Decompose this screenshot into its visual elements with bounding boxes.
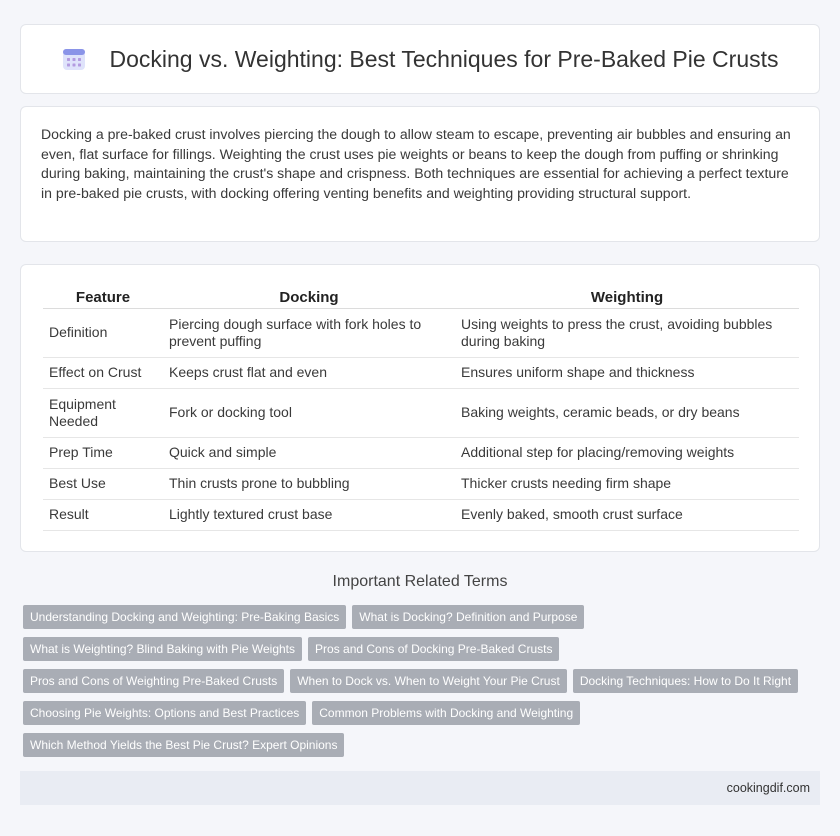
- table-cell: Fork or docking tool: [163, 389, 455, 438]
- table-cell: Using weights to press the crust, avoiding bubbles during baking: [455, 309, 799, 358]
- table-cell: Piercing dough surface with fork holes to prevent puffing: [163, 309, 455, 358]
- comparison-table-card: [20, 264, 820, 552]
- table-cell: Evenly baked, smooth crust surface: [455, 500, 799, 531]
- table-cell: Equipment Needed: [43, 389, 163, 438]
- intro-text: Docking a pre-baked crust involves piercing the dough to allow steam to escape, preventing air bubbles and ensuring an even, flat surface for fillings. Weighting the crust uses pie weights or beans to keep the dough from puffing or shrinking during baking, maintaining the crust's shape and crispness. Both techniques are essential for achieving a perfect texture in pre-baked pie crusts, with docking offering venting benefits and weighting providing structural support.: [41, 126, 791, 201]
- page-title: Docking vs. Weighting: Best Techniques for Pre-Baked Pie Crusts: [109, 45, 779, 72]
- table-cell: Baking weights, ceramic beads, or dry beans: [455, 389, 799, 438]
- table-cell: Additional step for placing/removing weights: [455, 438, 799, 469]
- related-terms-list: [23, 605, 813, 765]
- table-row: [43, 469, 799, 500]
- related-term-link[interactable]: What is Weighting? Blind Baking with Pie Weights: [23, 637, 302, 661]
- related-terms-title: Important Related Terms: [332, 573, 508, 590]
- comparison-table: [43, 285, 799, 531]
- table-cell: Lightly textured crust base: [163, 500, 455, 531]
- table-cell: Definition: [43, 309, 163, 358]
- footer: [20, 771, 820, 805]
- table-row: [43, 358, 799, 389]
- table-cell: Effect on Crust: [43, 358, 163, 389]
- table-row: [43, 438, 799, 469]
- table-cell: Prep Time: [43, 438, 163, 469]
- related-term-link[interactable]: Choosing Pie Weights: Options and Best Practices: [23, 701, 306, 725]
- table-cell: Thicker crusts needing firm shape: [455, 469, 799, 500]
- related-term-link[interactable]: Docking Techniques: How to Do It Right: [573, 669, 798, 693]
- related-term-link[interactable]: Pros and Cons of Weighting Pre-Baked Crusts: [23, 669, 284, 693]
- calendar-icon: [61, 46, 87, 72]
- page-header: [20, 24, 820, 94]
- related-term-link[interactable]: Pros and Cons of Docking Pre-Baked Crusts: [308, 637, 559, 661]
- table-cell: Keeps crust flat and even: [163, 358, 455, 389]
- related-term-link[interactable]: Understanding Docking and Weighting: Pre-Baking Basics: [23, 605, 346, 629]
- table-cell: Result: [43, 500, 163, 531]
- table-row: [43, 389, 799, 438]
- table-cell: Best Use: [43, 469, 163, 500]
- table-cell: Ensures uniform shape and thickness: [455, 358, 799, 389]
- intro-card: [20, 106, 820, 242]
- footer-site-link[interactable]: cookingdif.com: [726, 781, 810, 795]
- table-row: [43, 500, 799, 531]
- table-cell: Quick and simple: [163, 438, 455, 469]
- related-term-link[interactable]: What is Docking? Definition and Purpose: [352, 605, 584, 629]
- header-weighting: Weighting: [455, 285, 799, 309]
- table-row: [43, 309, 799, 358]
- table-cell: Thin crusts prone to bubbling: [163, 469, 455, 500]
- header-feature: Feature: [43, 285, 163, 309]
- related-term-link[interactable]: When to Dock vs. When to Weight Your Pie Crust: [290, 669, 567, 693]
- related-term-link[interactable]: Which Method Yields the Best Pie Crust? Expert Opinions: [23, 733, 344, 757]
- related-term-link[interactable]: Common Problems with Docking and Weighting: [312, 701, 580, 725]
- header-docking: Docking: [163, 285, 455, 309]
